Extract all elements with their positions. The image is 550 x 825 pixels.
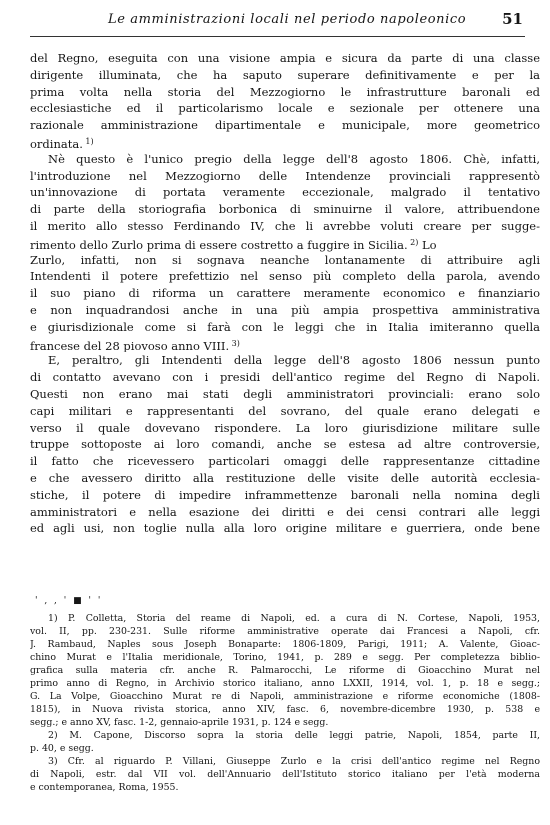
- text-line: [30, 84, 540, 101]
- text-line: [30, 319, 540, 336]
- text-line-text: di contatto avevano con i presidi dell'antico regime del Regno di Napoli.: [30, 370, 540, 385]
- text-line-text: e che avessero diritto alla restituzione delle visite delle autorità ecclesia-: [30, 470, 540, 485]
- text-line-text: di parte della storiografia borbonica di sminuirne il valore, attribuendone: [30, 202, 540, 217]
- text-line: [30, 520, 540, 537]
- text-line: [30, 201, 540, 218]
- text-line: [30, 218, 540, 235]
- footnote-line-text: e contemporanea, Roma, 1955.: [30, 782, 179, 793]
- text-line-text: e non inquadrandosi anche in una più ampia prospettiva amministrativa: [30, 302, 540, 317]
- text-line: [30, 453, 540, 470]
- text-line-text: un'innovazione di portata veramente eccezionale, malgrado il tentativo: [30, 185, 540, 200]
- footnote-line: [30, 742, 540, 755]
- footnote-line-text: grafica sulla materia cfr. anche R. Palmarocchi, Le riforme di Gioacchino Murat nel: [30, 665, 540, 676]
- footnote-line: [30, 755, 540, 768]
- text-line-text: rimento dello Zurlo prima di essere costretto a fuggire in Sicilia.: [30, 237, 408, 252]
- text-line-text: e giurisdizionale come si farà con le leggi che in Italia imiteranno quella: [30, 319, 540, 334]
- text-line: [30, 67, 540, 84]
- text-line-continuation: Lo: [418, 237, 437, 252]
- footnote-line: [30, 612, 540, 625]
- footnote-line-text: 2) M. Capone, Discorso sopra la storia delle leggi patrie, Napoli, 1854, parte II,: [48, 730, 540, 741]
- footnote-line: [30, 781, 540, 794]
- footnote-line: [30, 625, 540, 638]
- text-line: [30, 436, 540, 453]
- text-line: [30, 487, 540, 504]
- footnote-line-text: chino Murat e l'Italia meridionale, Torino, 1941, p. 289 e segg. Per completezza biblio-: [30, 652, 540, 663]
- footnote-line-text: 1) P. Colletta, Storia del reame di Napoli, ed. a cura di N. Cortese, Napoli, 1953,: [48, 613, 540, 624]
- footnote-line: [30, 651, 540, 664]
- footnote-line-text: segg.; e anno XV, fasc. 1-2, gennaio-aprile 1931, p. 124 e segg.: [30, 717, 329, 728]
- footnote-line: [30, 664, 540, 677]
- text-line-text: truppe sottoposte ai loro comandi, anche se estesa ad altre controversie,: [30, 437, 540, 452]
- text-line: [30, 168, 540, 185]
- text-line: [30, 285, 540, 302]
- text-line-text: Questi non erano mai stati degli amministratori provinciali: erano solo: [30, 386, 540, 401]
- body-text: [30, 50, 540, 537]
- footnote-reference: 3): [229, 338, 240, 348]
- text-line-text: verso il quale dovevano rispondere. La loro giurisdizione militare sulle: [30, 420, 540, 435]
- footnote-line-text: p. 40, e segg.: [30, 743, 94, 754]
- text-line-text: Nè questo è l'unico pregio della legge dell'8 agosto 1806. Chè, infatti,: [48, 151, 540, 166]
- footnote-line-text: di Napoli, estr. dal VII vol. dell'Annuario dell'Istituto storico italiano per l'età moderna: [30, 769, 540, 780]
- text-line-text: del Regno, eseguita con una visione ampia e sicura da parte di una classe: [30, 51, 540, 65]
- footnote-reference: 2): [407, 237, 419, 247]
- text-line: [30, 252, 540, 269]
- text-line: [30, 268, 540, 285]
- text-line: [30, 403, 540, 420]
- text-line-text: prima volta nella storia del Mezzogiorno le infrastrutture baronali ed: [30, 84, 540, 99]
- page-header: [30, 10, 525, 37]
- text-line: [30, 151, 540, 168]
- footnote-line: [30, 677, 540, 690]
- footnote-line-text: primo anno di Regno, in Archivio storico italiano, anno LXXII, 1914, vol. 1, p. 18 e segg.;: [30, 678, 540, 689]
- footnote-line-text: J. Rambaud, Naples sous Joseph Bonaparte: 1806-1809, Parigi, 1911; A. Valente, Gioac-: [30, 639, 540, 650]
- footnote-line: [30, 690, 540, 703]
- footnote-line-text: G. La Volpe, Gioacchino Murat re di Napoli, amministrazione e riforme economiche (1808-: [30, 691, 540, 702]
- running-title: Le amministrazioni locali nel periodo napoleonico: [108, 12, 467, 27]
- text-line-text: stiche, il potere di impedire inframmettenze baronali nella nomina degli: [30, 487, 540, 502]
- text-line-text: Intendenti il potere prefettizio nel senso più completo della parola, avendo: [30, 269, 540, 284]
- text-line: [30, 100, 540, 117]
- footnote-line: [30, 703, 540, 716]
- text-line: [30, 302, 540, 319]
- text-line-text: francese del 28 piovoso anno VIII.: [30, 338, 230, 353]
- text-line: [30, 352, 540, 369]
- text-line-text: il merito allo stesso Ferdinando IV, che li avrebbe voluti creare per sugge-: [30, 218, 540, 233]
- text-line-text: il fatto che ricevessero particolari omaggi delle rappresentanze cittadine: [30, 454, 540, 469]
- text-line-text: E, peraltro, gli Intendenti della legge dell'8 agosto 1806 nessun punto: [48, 353, 540, 368]
- page-number: 51: [502, 10, 523, 28]
- footnote-line-text: vol. II, pp. 230-231. Sulle riforme amministrative operate dai Francesi a Napoli, cfr.: [30, 626, 540, 637]
- text-line: [30, 117, 540, 134]
- text-line: [30, 50, 540, 67]
- text-line: [30, 369, 540, 386]
- text-line-text: l'introduzione nel Mezzogiorno delle Intendenze provinciali rappresentò: [30, 168, 540, 183]
- text-line-text: ed agli usi, non toglie nulla alla loro origine militare e guerriera, onde bene: [30, 521, 540, 536]
- text-line: [30, 336, 540, 353]
- text-line: [30, 504, 540, 521]
- footnotes: [30, 612, 540, 794]
- print-marks: ' , , ' ■ ' ': [35, 596, 103, 606]
- footnote-reference: 1): [82, 136, 94, 146]
- text-line: [30, 134, 540, 151]
- text-line: [30, 184, 540, 201]
- text-line-text: amministratori e nella esazione dei diritti e dei censi contrari alle leggi: [30, 504, 540, 519]
- text-line-text: Zurlo, infatti, non si sognava neanche lontanamente di attribuire agli: [30, 252, 540, 267]
- text-line-text: il suo piano di riforma un carattere meramente economico e finanziario: [30, 286, 540, 301]
- text-line-text: razionale amministrazione dipartimentale e municipale, more geometrico: [30, 118, 540, 133]
- text-line: [30, 420, 540, 437]
- footnote-line: [30, 638, 540, 651]
- text-line-text: dirigente illuminata, che ha saputo superare definitivamente e per la: [30, 67, 540, 82]
- footnote-line: [30, 729, 540, 742]
- text-line-text: capi militari e rappresentanti del sovrano, del quale erano delegati e: [30, 403, 540, 418]
- footnote-line-text: 3) Cfr. al riguardo P. Villani, Giuseppe Zurlo e la crisi dell'antico regime nel Regno: [48, 756, 540, 767]
- text-line-text: ordinata.: [30, 136, 83, 151]
- text-line: [30, 235, 540, 252]
- footnote-line-text: 1815), in Nuova rivista storica, anno XIV, fasc. 6, novembre-dicembre 1930, p. 538 e: [30, 704, 540, 715]
- text-line-text: ecclesiastiche ed il particolarismo locale e sezionale per ottenere una: [30, 101, 540, 116]
- text-line: [30, 470, 540, 487]
- footnote-line: [30, 716, 540, 729]
- footnote-line: [30, 768, 540, 781]
- text-line: [30, 386, 540, 403]
